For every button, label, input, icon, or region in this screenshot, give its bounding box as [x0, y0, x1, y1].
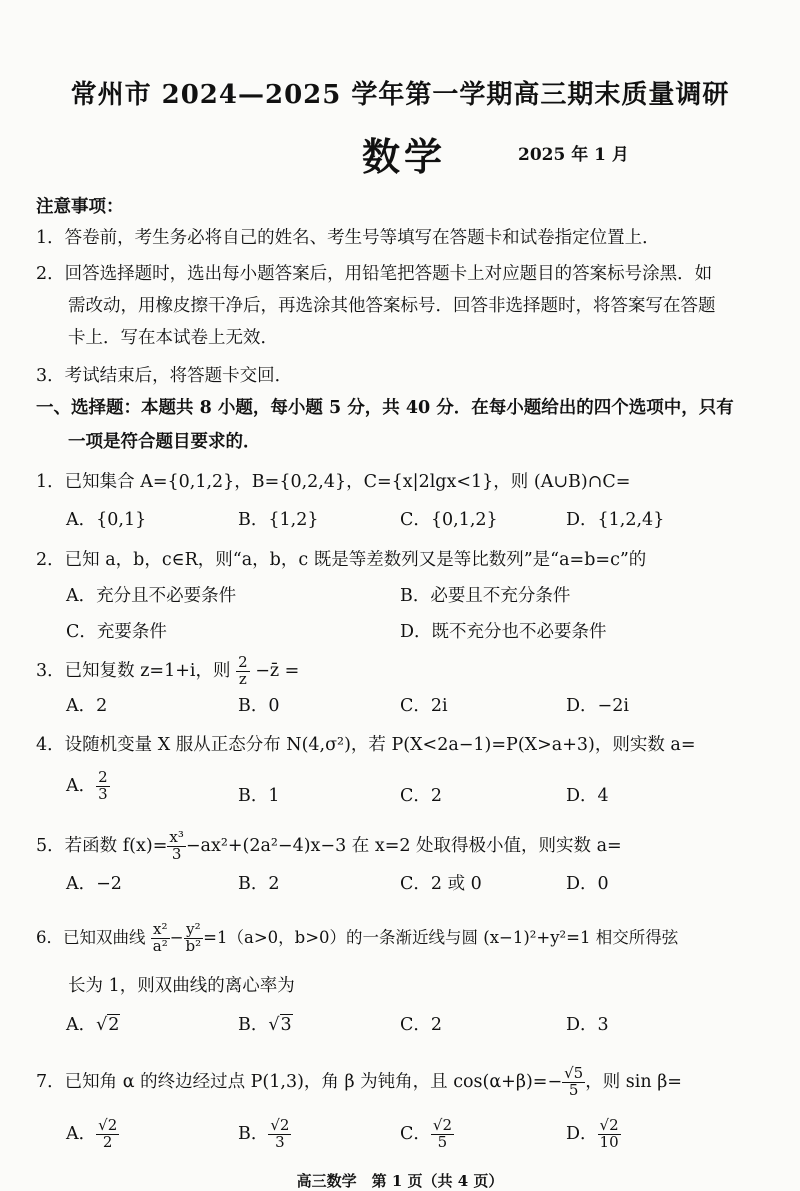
q6-option-c: C．2 [400, 1015, 443, 1035]
q3-fraction: $\frac{2}{z}$ [238, 653, 248, 688]
question-1-stem: 1．已知集合 A={0,1,2}，B={0,2,4}，C={x|2lgx<1}，则 (A∪B)∩C= [36, 472, 631, 492]
q6-option-a: A．√2 [66, 1015, 120, 1035]
question-7-stem: 7．已知角 α 的终边经过点 P(1,3)，角 β 为钝角，且 cos(α+β)=− $\frac{√5}{5}$ ，则 sin β= [36, 1064, 682, 1099]
note-item: 2．回答选择题时，选出每小题答案后，用铅笔把答题卡上对应题目的答案标号涂黑．如 [36, 264, 713, 284]
q1-option-a: A．{0,1} [66, 510, 147, 530]
q4-option-a: A． $\frac{2}{3}$ [66, 768, 108, 803]
question-6-stem: 6．已知双曲线 $\frac{\text{x²}}{\text{a²}}$ − $\frac{\text{y²}}{\text{b²}}$ =1（a>0，b>0）的一条渐近线与圆 (x−1)²+y²=1 相交所得弦 [36, 920, 679, 955]
note-item: 1．答卷前，考生务必将自己的姓名、考生号等填写在答题卡和试卷指定位置上． [36, 228, 660, 248]
note-item: 需改动，用橡皮擦干净后，再选涂其他答案标号．回答非选择题时，将答案写在答题 [68, 296, 716, 316]
question-4-stem: 4．设随机变量 X 服从正态分布 N(4,σ²)，若 P(X<2a−1)=P(X>a+3)，则实数 a= [36, 735, 696, 755]
question-6-stem-cont: 长为 1，则双曲线的离心率为 [68, 976, 295, 996]
q6-option-d: D．3 [566, 1015, 609, 1035]
q2-option-b: B．必要且不充分条件 [400, 586, 571, 606]
q4-option-b: B．1 [238, 786, 280, 806]
q5-option-d: D．0 [566, 874, 609, 894]
q5-option-b: B．2 [238, 874, 280, 894]
exam-date: 2025 年 1 月 [518, 145, 629, 165]
q7-option-c: C． $\frac{√2}{5}$ [400, 1116, 452, 1151]
notes-heading: 注意事项： [36, 197, 124, 217]
question-3-stem: 3．已知复数 z=1+i，则 $\frac{2}{z}$ −z̄ = [36, 653, 300, 688]
exam-title: 常州市 2024—2025 学年第一学期高三期末质量调研 [70, 80, 730, 110]
section-heading-cont: 一项是符合题目要求的． [68, 432, 261, 452]
note-item: 卡上．写在本试卷上无效． [68, 328, 278, 348]
q4-option-c: C．2 [400, 786, 443, 806]
q3-option-d: D．−2i [566, 696, 629, 716]
q2-option-c: C．充要条件 [66, 622, 167, 642]
page-footer: 高三数学 第 1 页（共 4 页） [296, 1172, 504, 1190]
q1-option-d: D．{1,2,4} [566, 510, 665, 530]
question-2-stem: 2．已知 a，b，c∈R，则“a，b，c 既是等差数列又是等比数列”是“a=b=c”的 [36, 550, 647, 570]
q4-option-d: D．4 [566, 786, 609, 806]
q5-option-c: C．2 或 0 [400, 874, 482, 894]
section-heading: 一、选择题：本题共 8 小题，每小题 5 分，共 40 分．在每小题给出的四个选项中，只有 [36, 398, 734, 418]
q6-option-b: B．√3 [238, 1015, 292, 1035]
q1-option-c: C．{0,1,2} [400, 510, 498, 530]
question-5-stem: 5．若函数 f(x)= $\frac{\text{x³}}{3}$ −ax²+(2a²−4)x−3 在 x=2 处取得极小值，则实数 a= [36, 828, 622, 863]
q3-option-c: C．2i [400, 696, 448, 716]
subject-title: 数学 [362, 134, 447, 179]
q7-option-b: B． $\frac{√2}{3}$ [238, 1116, 290, 1151]
q7-option-d: D． $\frac{√2}{10}$ [566, 1116, 619, 1151]
note-item: 3．考试结束后，将答题卡交回． [36, 366, 293, 386]
q2-option-d: D．既不充分也不必要条件 [400, 622, 607, 642]
q7-option-a: A． $\frac{√2}{2}$ [66, 1116, 118, 1151]
q5-option-a: A．−2 [66, 874, 122, 894]
q3-option-b: B．0 [238, 696, 280, 716]
q2-option-a: A．充分且不必要条件 [66, 586, 237, 606]
q3-option-a: A．2 [66, 696, 108, 716]
q1-option-b: B．{1,2} [238, 510, 319, 530]
